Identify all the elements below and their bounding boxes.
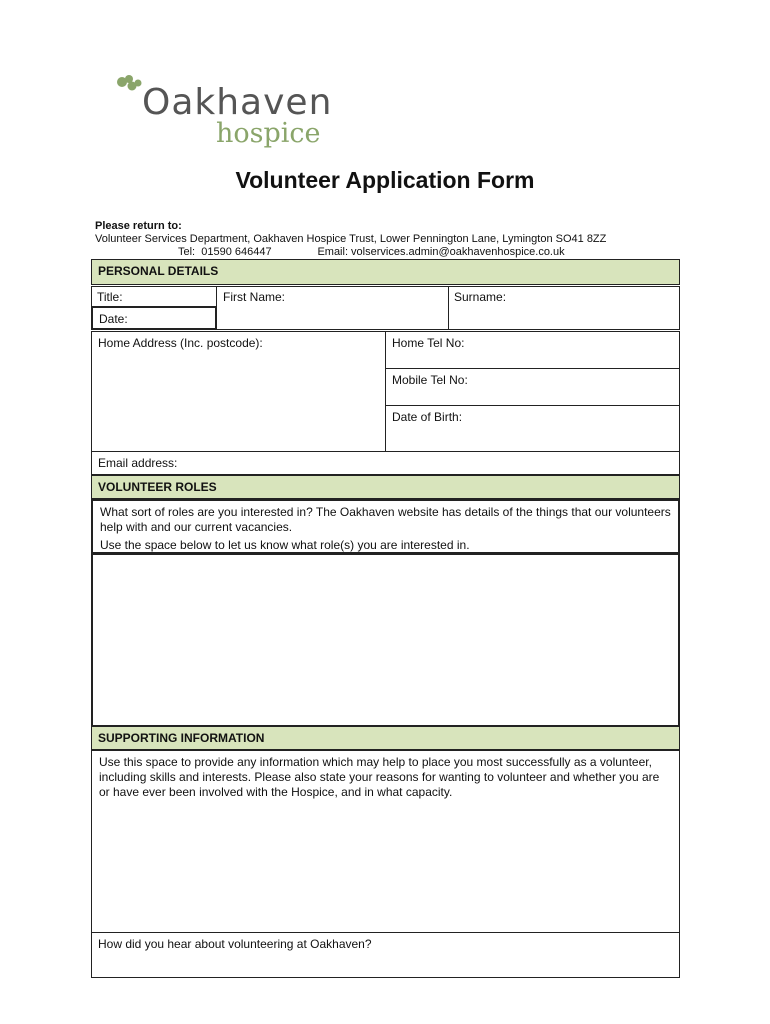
return-address: Volunteer Services Department, Oakhaven Hospice Trust, Lower Pennington Lane, Lymington SO41 8ZZ [95,233,607,245]
roles-intro: What sort of roles are you interested in? The Oakhaven website has details of the things that our volunteers help with and our current vacancies. [100,505,671,534]
volunteer-roles-header: VOLUNTEER ROLES [91,475,680,499]
personal-details-header: PERSONAL DETAILS [91,259,680,285]
hear-about-field[interactable] [91,932,680,978]
roles-answer-area[interactable] [91,553,680,727]
page-title: Volunteer Application Form [235,167,535,193]
home-address-field[interactable] [91,331,386,452]
return-address-block [95,220,606,259]
supporting-info-text: Use this space to provide any information which may help to place you most successfully as a volunteer, including skills and interests. Please also state your reasons for wanting to volunteer and whether you are or have ever been involved with the Hospice, and in what capacity. [99,755,660,799]
hear-about-label: How did you hear about volunteering at Oakhaven? [98,937,372,951]
return-contact-line [95,246,606,259]
mobile-tel-field[interactable] [385,368,680,406]
return-email: Email: volservices.admin@oakhavenhospice.co.uk [317,246,565,258]
dob-field[interactable] [385,405,680,452]
supporting-info-header: SUPPORTING INFORMATION [91,726,680,750]
title-label: Title: [97,290,123,304]
email-label: Email address: [98,456,178,470]
dob-label: Date of Birth: [392,410,463,424]
email-field[interactable] [91,451,680,475]
first-name-label: First Name: [223,290,286,304]
supporting-info-area[interactable] [91,750,680,933]
logo-name: Oakhaven [142,82,333,123]
logo-tagline: hospice [216,118,321,149]
roles-instruction: Use the space below to let us know what role(s) you are interested in. [100,538,470,552]
title-field[interactable] [91,286,217,308]
roles-instructions [91,499,680,554]
home-tel-field[interactable] [385,331,680,369]
date-label: Date: [99,312,128,326]
home-address-label: Home Address (Inc. postcode): [98,336,263,350]
oakhaven-logo [112,72,332,152]
date-field[interactable] [91,306,217,330]
surname-label: Surname: [454,290,507,304]
surname-field[interactable] [448,286,680,330]
return-label: Please return to: [95,220,182,232]
home-tel-label: Home Tel No: [392,336,465,350]
return-tel: Tel: 01590 646447 [178,246,272,258]
first-name-field[interactable] [216,286,449,330]
mobile-tel-label: Mobile Tel No: [392,373,468,387]
